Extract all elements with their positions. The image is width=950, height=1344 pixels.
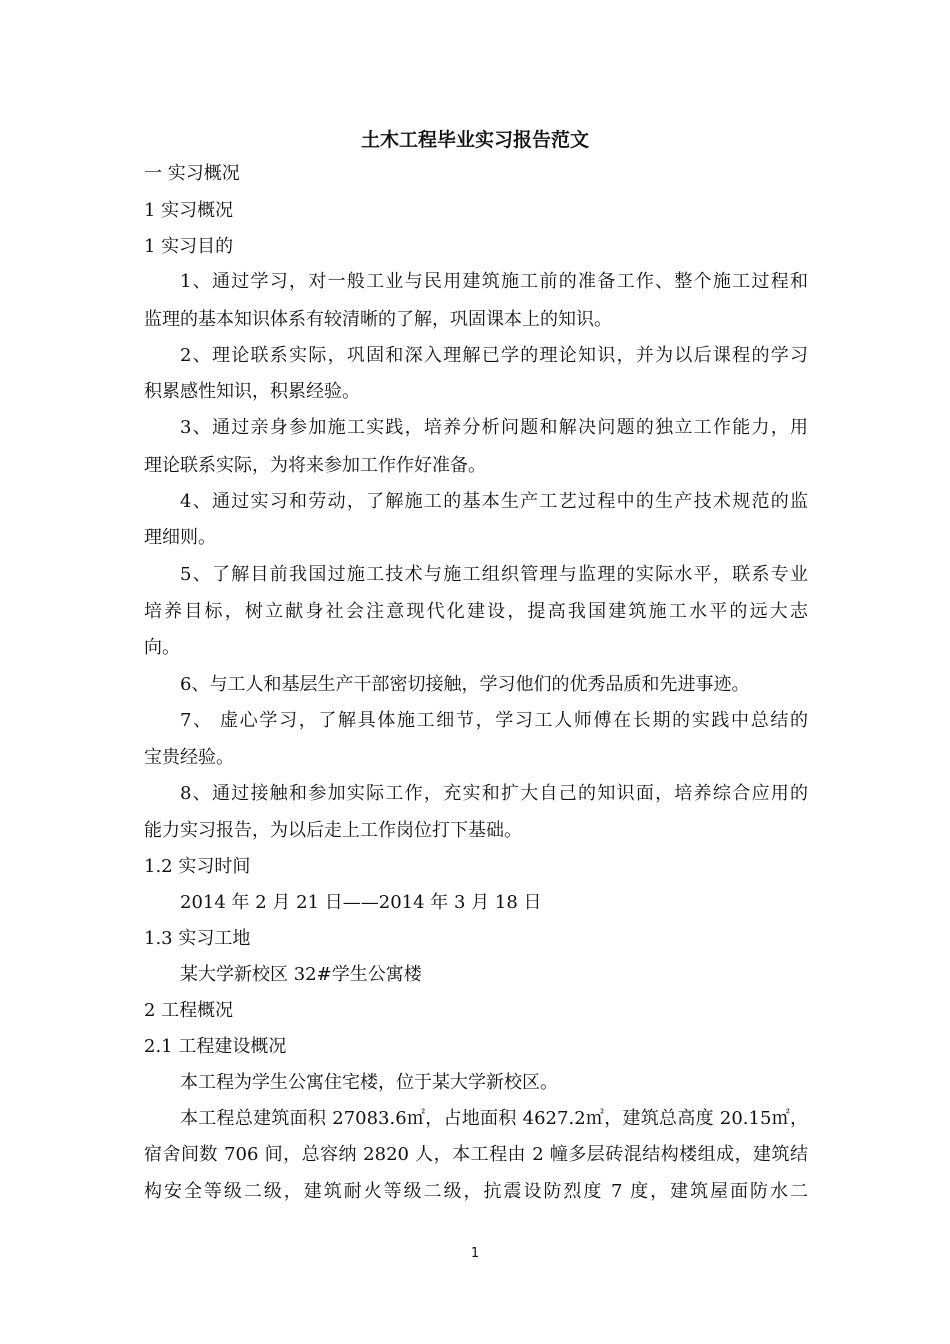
paragraph-line: 理论联系实际，为将来参加工作作好准备。	[144, 455, 486, 476]
document-title: 土木工程毕业实习报告范文	[360, 129, 589, 151]
paragraph-line: 3、通过亲身参加施工实践，培养分析问题和解决问题的独立工作能力，用	[180, 417, 808, 438]
paragraph-line: 6、与工人和基层生产干部密切接触，学习他们的优秀品质和先进事迹。	[180, 674, 750, 695]
paragraph-line: 积累感性知识，积累经验。	[144, 381, 360, 402]
paragraph-line: 2014 年 2 月 21 日——2014 年 3 月 18 日	[180, 892, 542, 913]
subsection-heading: 1 实习目的	[144, 236, 234, 257]
paragraph-line: 构安全等级二级，建筑耐火等级二级，抗震设防烈度 7 度，建筑屋面防水二	[144, 1181, 808, 1202]
paragraph-line: 理细则。	[144, 527, 216, 548]
section-heading: 一 实习概况	[144, 163, 240, 184]
paragraph-line: 培养目标，树立献身社会注意现代化建设，提高我国建筑施工水平的远大志	[144, 601, 808, 622]
section-heading: 2 工程概况	[144, 1000, 234, 1021]
paragraph-line: 本工程总建筑面积 27083.6㎡，占地面积 4627.2㎡，建筑总高度 20.15㎡，	[180, 1108, 808, 1129]
paragraph-line: 宿舍间数 706 间，总容纳 2820 人，本工程由 2 幢多层砖混结构楼组成，建筑结	[144, 1144, 808, 1165]
paragraph-line: 4、通过实习和劳动，了解施工的基本生产工艺过程中的生产技术规范的监	[180, 491, 808, 512]
paragraph-line: 能力实习报告，为以后走上工作岗位打下基础。	[144, 820, 522, 841]
paragraph-line: 监理的基本知识体系有较清晰的了解，巩固课本上的知识。	[144, 309, 612, 330]
subsection-heading: 1.2 实习时间	[144, 856, 251, 877]
paragraph-line: 8、通过接触和参加实际工作，充实和扩大自己的知识面，培养综合应用的	[180, 783, 808, 804]
paragraph-line: 7、 虚心学习，了解具体施工细节，学习工人师傅在长期的实践中总结的	[180, 710, 808, 731]
paragraph-line: 1、通过学习，对一般工业与民用建筑施工前的准备工作、整个施工过程和	[180, 271, 808, 292]
paragraph-line: 宝贵经验。	[144, 747, 234, 768]
paragraph-line: 2、理论联系实际，巩固和深入理解已学的理论知识，并为以后课程的学习	[180, 345, 808, 366]
page-number: 1	[470, 1246, 480, 1261]
subsection-heading: 2.1 工程建设概况	[144, 1036, 287, 1057]
paragraph-line: 某大学新校区 32#学生公寓楼	[180, 964, 422, 985]
paragraph-line: 5、了解目前我国过施工技术与施工组织管理与监理的实际水平，联系专业	[180, 564, 808, 585]
paragraph-line: 向。	[144, 637, 180, 658]
subsection-heading: 1.3 实习工地	[144, 928, 251, 949]
subsection-heading: 1 实习概况	[144, 200, 234, 221]
paragraph-line: 本工程为学生公寓住宅楼，位于某大学新校区。	[180, 1072, 558, 1093]
